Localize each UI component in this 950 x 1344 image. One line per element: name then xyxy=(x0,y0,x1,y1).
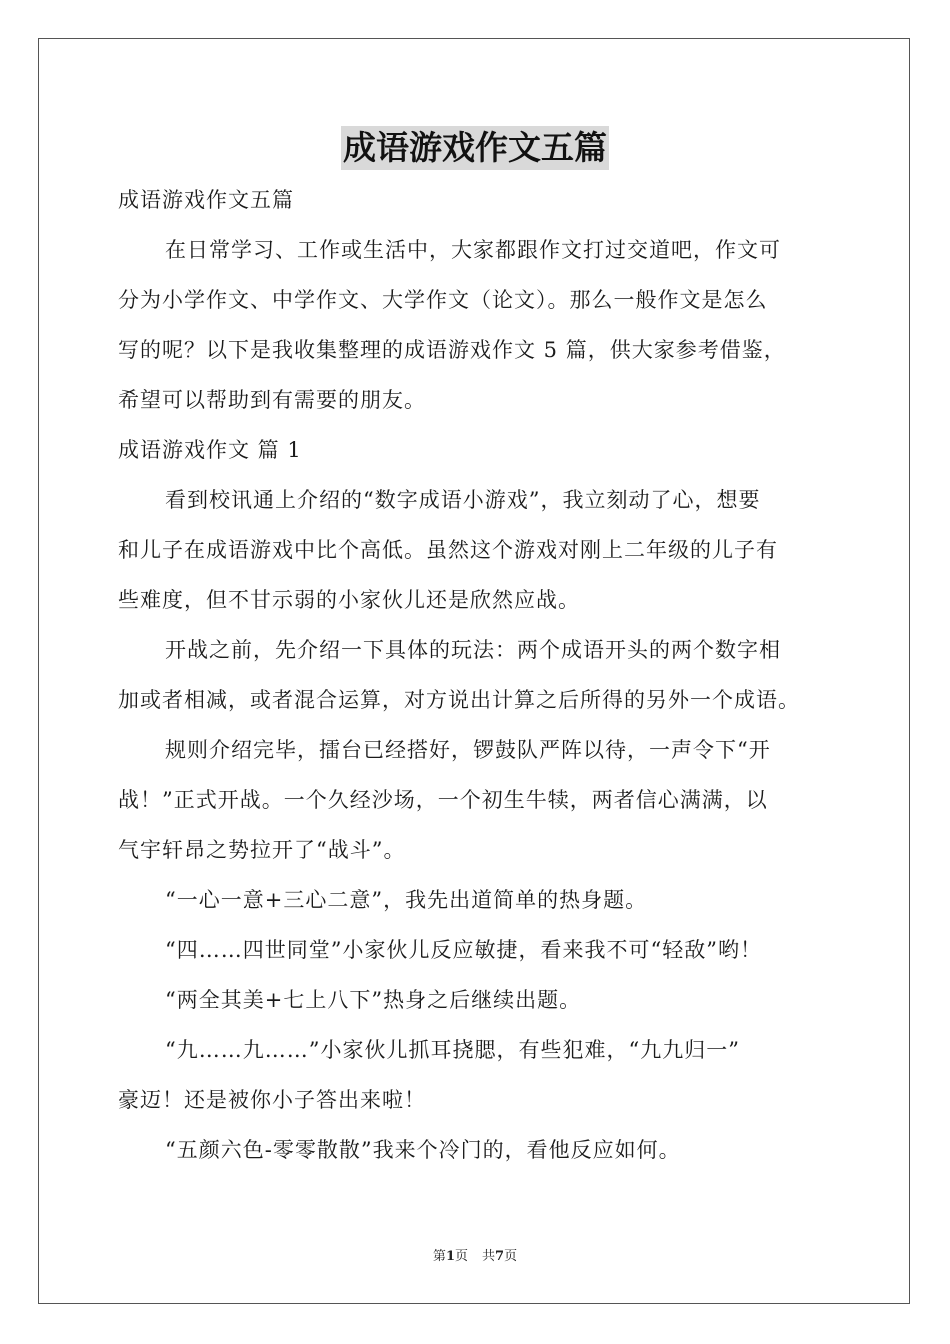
paragraph-line: 看到校讯通上介绍的“数字成语小游戏”，我立刻动了心，想要 xyxy=(165,488,761,512)
paragraph-line: 些难度，但不甘示弱的小家伙儿还是欣然应战。 xyxy=(118,588,580,612)
document-body xyxy=(118,175,848,1175)
paragraph-line: 开战之前，先介绍一下具体的玩法：两个成语开头的两个数字相 xyxy=(165,638,781,662)
paragraph-line: “五颜六色-零零散散”我来个冷门的，看他反应如何。 xyxy=(165,1138,681,1162)
subtitle-line: 成语游戏作文五篇 xyxy=(118,188,294,212)
section-heading: 成语游戏作文 篇 1 xyxy=(118,438,302,462)
paragraph-line: “两全其美+七上八下”热身之后继续出题。 xyxy=(165,988,582,1012)
paragraph-line: 在日常学习、工作或生活中，大家都跟作文打过交道吧，作文可 xyxy=(165,238,781,262)
paragraph-line: 战！”正式开战。一个久经沙场，一个初生牛犊，两者信心满满，以 xyxy=(118,788,768,812)
paragraph-line: 加或者相减，或者混合运算，对方说出计算之后所得的另外一个成语。 xyxy=(118,688,800,712)
paragraph-line: 气宇轩昂之势拉开了“战斗”。 xyxy=(118,838,406,862)
current-page-number: 1 xyxy=(445,1249,455,1264)
paragraph-line: 豪迈！还是被你小子答出来啦！ xyxy=(118,1088,426,1112)
paragraph-line: “四……四世同堂”小家伙儿反应敏捷，看来我不可“轻敌”哟！ xyxy=(165,938,762,962)
title-container xyxy=(0,126,950,170)
page-footer xyxy=(0,1245,950,1264)
paragraph-line: 分为小学作文、中学作文、大学作文（论文）。那么一般作文是怎么 xyxy=(118,288,768,312)
paragraph-line: 希望可以帮助到有需要的朋友。 xyxy=(118,388,426,412)
paragraph-line: 和儿子在成语游戏中比个高低。虽然这个游戏对刚上二年级的儿子有 xyxy=(118,538,778,562)
paragraph-line: “一心一意+三心二意”，我先出道简单的热身题。 xyxy=(165,888,648,912)
page-suffix: 页 xyxy=(454,1249,468,1264)
document-title: 成语游戏作文五篇 xyxy=(341,126,609,170)
total-page-number: 7 xyxy=(495,1249,505,1264)
total-prefix: 共 xyxy=(482,1249,496,1264)
paragraph-line: 规则介绍完毕，擂台已经搭好，锣鼓队严阵以待，一声令下“开 xyxy=(165,738,771,762)
paragraph-line: “九……九……”小家伙儿抓耳挠腮，有些犯难，“九九归一” xyxy=(165,1038,740,1062)
total-suffix: 页 xyxy=(504,1249,518,1264)
paragraph-line: 写的呢？以下是我收集整理的成语游戏作文 5 篇，供大家参考借鉴， xyxy=(118,338,786,362)
page-prefix: 第 xyxy=(432,1249,446,1264)
